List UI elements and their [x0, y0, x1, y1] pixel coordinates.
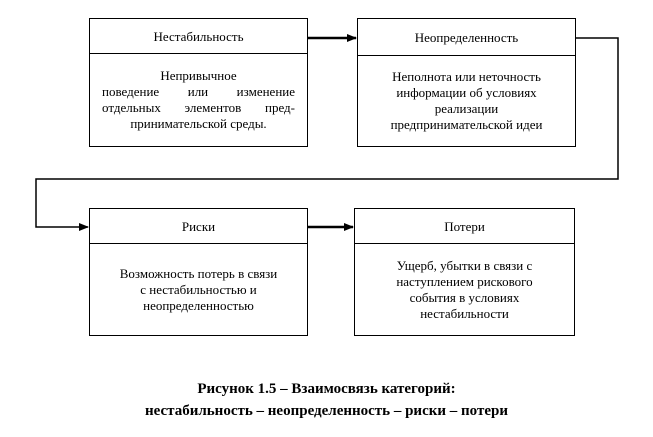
description-line: с нестабильностью и [140, 281, 257, 297]
description-line: наступлением рискового [396, 273, 533, 289]
figure-caption [0, 378, 653, 422]
box-instability [89, 18, 308, 147]
box-losses [354, 208, 575, 336]
description-line: предпринимательской идеи [390, 117, 543, 132]
description-line: отдельных элементов пред- [102, 100, 295, 115]
description-line: Непривычное [160, 68, 237, 83]
description-line: поведение или изменение [102, 84, 295, 99]
box-risks [89, 208, 308, 336]
description-line: Неполнота или неточность [392, 69, 541, 84]
box-instability-title: Нестабильность [90, 19, 307, 54]
box-uncertainty-description [358, 56, 575, 146]
description-line: события в условиях [409, 289, 520, 305]
description-line: Возможность потерь в связи [119, 265, 278, 281]
description-line: неопределенностью [143, 297, 254, 313]
box-risks-description [90, 244, 307, 335]
description-line: принимательской среды. [130, 116, 267, 131]
box-losses-description [355, 244, 574, 335]
box-uncertainty [357, 18, 576, 147]
box-risks-title: Риски [90, 209, 307, 244]
description-line: нестабильности [420, 305, 509, 321]
description-line: информации об условиях [396, 85, 537, 100]
box-instability-description [90, 54, 307, 146]
figure-caption-line-1: Рисунок 1.5 – Взаимосвязь категорий: [197, 381, 456, 397]
figure-caption-line-2: нестабильность – неопределенность – риски – потери [145, 403, 508, 419]
description-line: Ущерб, убытки в связи с [396, 257, 533, 273]
description-line: реализации [434, 101, 499, 116]
box-losses-title: Потери [355, 209, 574, 244]
box-uncertainty-title: Неопределенность [358, 19, 575, 56]
